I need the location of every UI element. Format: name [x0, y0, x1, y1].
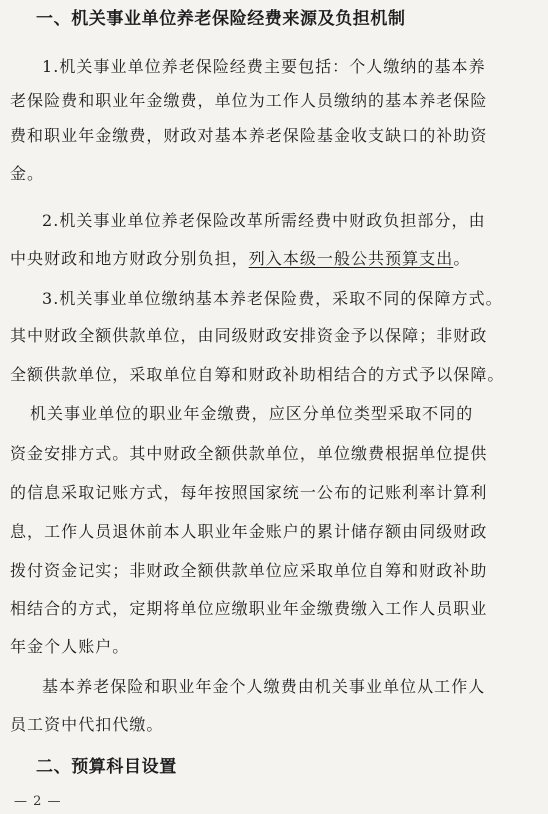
paragraph-4-line-4: 息，工作人员退休前本人职业年金账户的累计储存额由同级财政 [10, 522, 488, 541]
paragraph-2-line-2 [10, 248, 540, 270]
paragraph-4-line-7: 年金个人账户。 [10, 637, 130, 656]
paragraph-1-line-2: 老保险费和职业年金缴费，单位为工作人员缴纳的基本养老保险 [10, 91, 488, 110]
paragraph-4-line-2: 资金安排方式。其中财政全额供款单位，单位缴费根据单位提供 [10, 444, 488, 463]
paragraph-4-line-5: 拨付资金记实；非财政全额供款单位应采取单位自筹和财政补助 [10, 561, 488, 580]
paragraph-4-line-6: 相结合的方式，定期将单位应缴职业年金缴费缴入工作人员职业 [10, 599, 488, 618]
section-heading-1: 一、机关事业单位养老保险经费来源及负担机制 [36, 9, 406, 29]
paragraph-5-line-2: 员工资中代扣代缴。 [10, 715, 164, 734]
paragraph-3-line-2: 其中财政全额供款单位，由同级财政安排资金予以保障；非财政 [10, 326, 488, 345]
section-heading-2: 二、预算科目设置 [36, 757, 177, 777]
underlined-phrase: 列入本级一般公共预算支出 [248, 249, 454, 268]
paragraph-5-line-1: 基本养老保险和职业年金个人缴费由机关事业单位从工作人 [42, 677, 486, 696]
page-number: — 2 — [14, 794, 62, 809]
paragraph-4-line-1: 机关事业单位的职业年金缴费，应区分单位类型采取不同的 [30, 404, 474, 423]
paragraph-2-suffix: 。 [453, 249, 471, 268]
paragraph-3-line-3: 全额供款单位，采取单位自筹和财政补助相结合的方式予以保障。 [10, 365, 505, 384]
paragraph-3-line-1: 3.机关事业单位缴纳基本养老保险费，采取不同的保障方式。 [42, 289, 503, 308]
paragraph-4-line-3: 的信息采取记账方式，每年按照国家统一公布的记账利率计算利 [10, 483, 488, 502]
paragraph-1-line-4: 金。 [10, 164, 45, 183]
paragraph-2-line-1: 2.机关事业单位养老保险改革所需经费中财政负担部分，由 [42, 211, 486, 230]
paragraph-1-line-1: 1.机关事业单位养老保险经费主要包括：个人缴纳的基本养 [42, 57, 486, 76]
paragraph-2-prefix: 中央财政和地方财政分别负担， [10, 249, 249, 268]
paragraph-1-line-3: 费和职业年金缴费，财政对基本养老保险基金收支缺口的补助资 [10, 126, 488, 145]
